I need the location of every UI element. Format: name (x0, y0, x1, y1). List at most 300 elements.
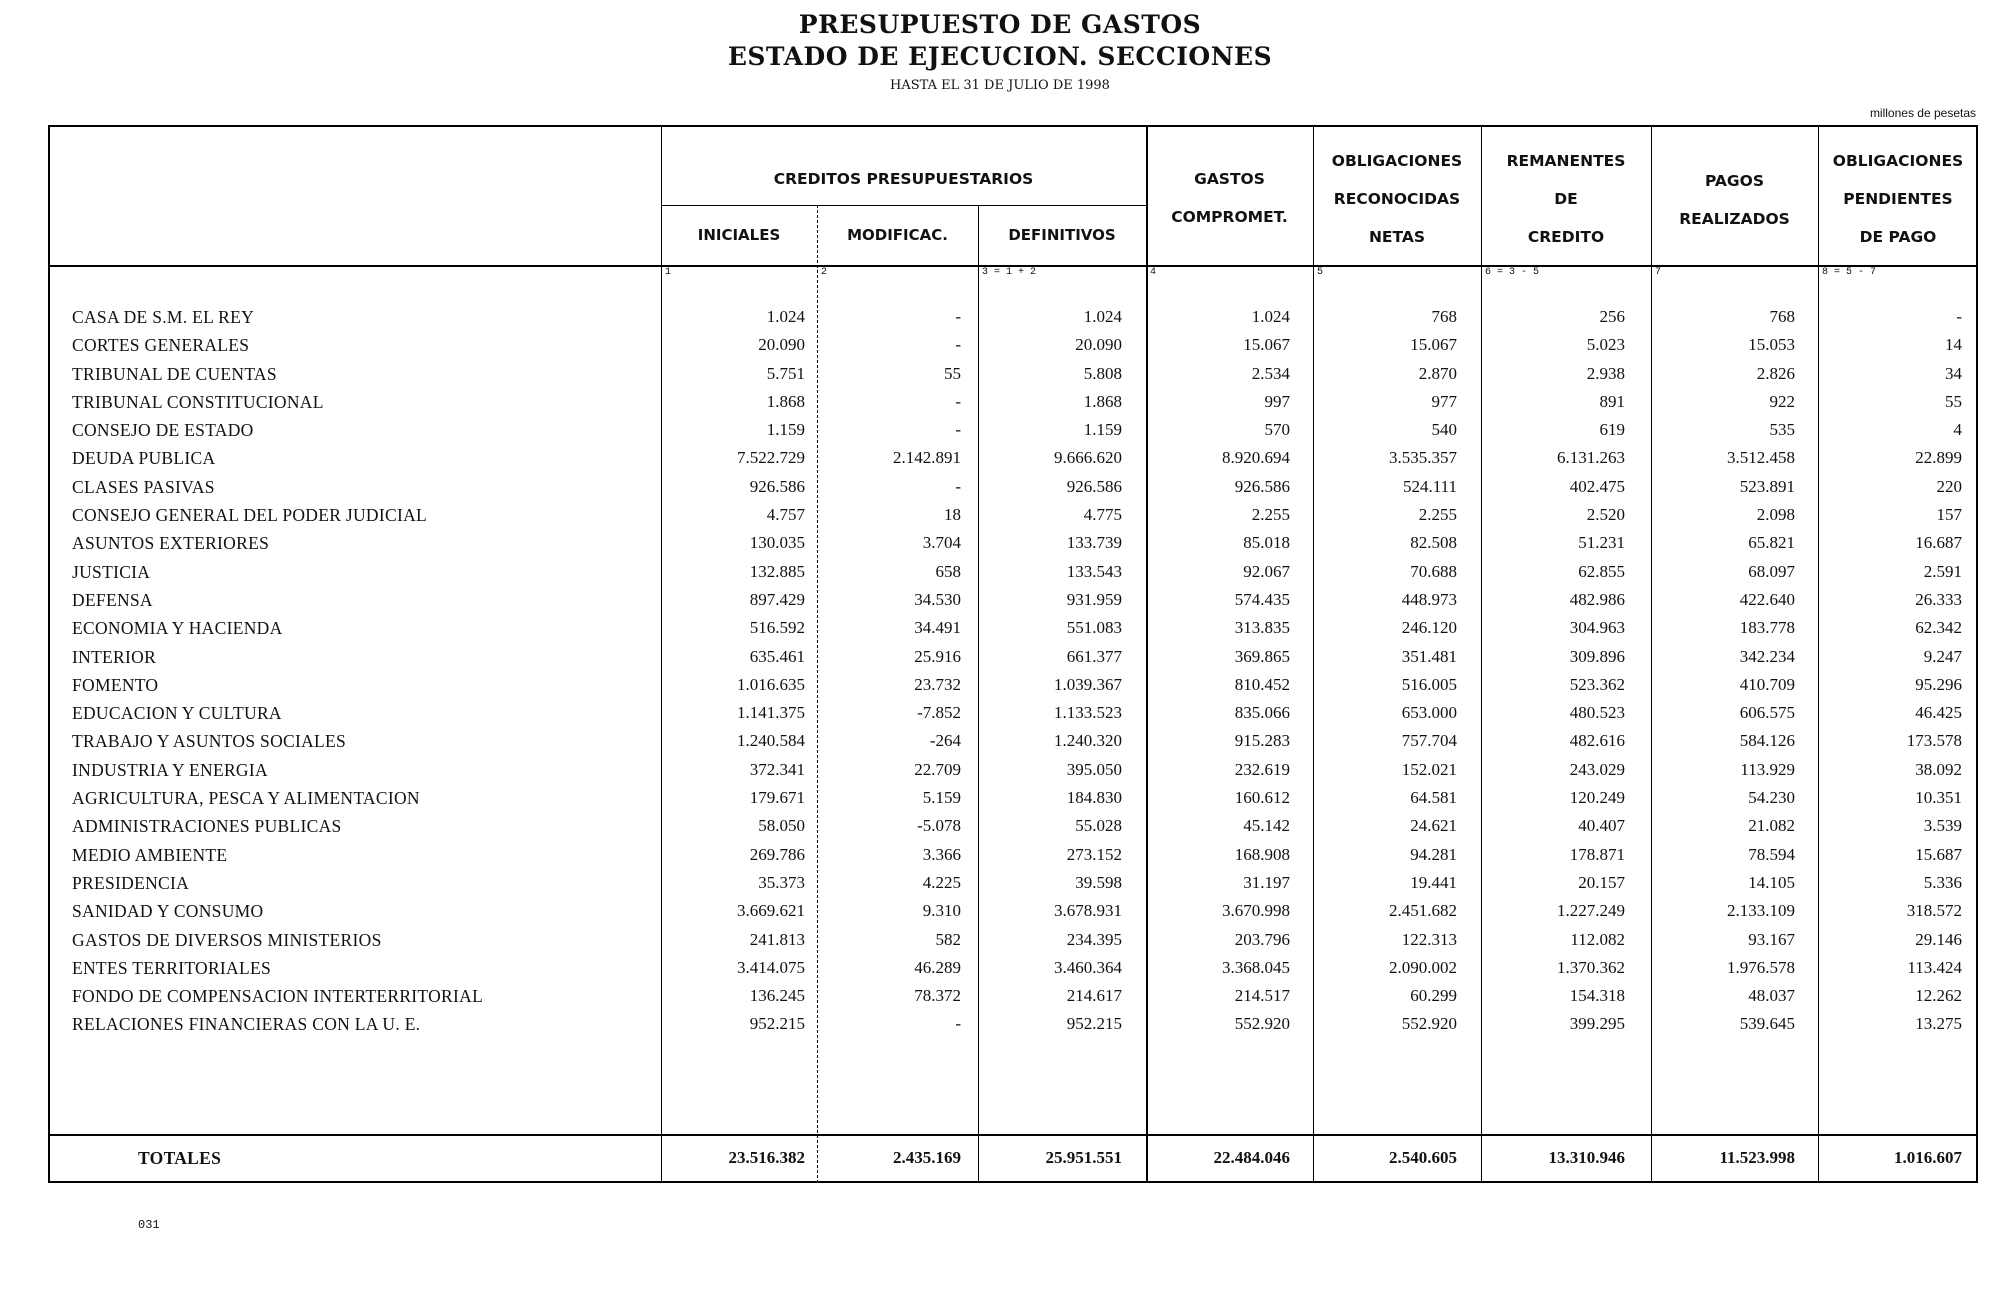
value-cell: 241.813 (749, 929, 805, 949)
value-cell: 23.732 (914, 674, 961, 694)
header-obligaciones-line3: NETAS (1368, 228, 1426, 246)
value-cell: 7.522.729 (737, 448, 805, 468)
section-name: ENTES TERRITORIALES (72, 957, 272, 978)
page-subtitle: ESTADO DE EJECUCION. SECCIONES (727, 42, 1273, 71)
value-cell: 757.704 (1401, 731, 1457, 751)
value-cell: 2.520 (1586, 505, 1625, 525)
table-row (48, 614, 1978, 642)
value-cell: 62.342 (1915, 618, 1962, 638)
value-cell: 1.240.320 (1054, 731, 1122, 751)
value-cell: 93.167 (1748, 929, 1795, 949)
table-body (48, 303, 1978, 1039)
value-cell: 24.621 (1410, 816, 1457, 836)
value-cell: 1.868 (766, 391, 805, 411)
value-cell: 152.021 (1401, 759, 1457, 779)
value-cell: 926.586 (1066, 476, 1122, 496)
table-row (48, 784, 1978, 812)
section-name: DEUDA PUBLICA (72, 448, 216, 469)
value-cell: 523.362 (1569, 674, 1625, 694)
column-number: 1 (665, 267, 672, 278)
value-cell: 1.159 (766, 420, 805, 440)
value-cell: 29.146 (1915, 929, 1962, 949)
value-cell: 931.959 (1066, 589, 1122, 609)
value-cell: 34 (1945, 363, 1962, 383)
value-cell: 309.896 (1569, 646, 1625, 666)
value-cell: 13.275 (1915, 1014, 1962, 1034)
value-cell: 3.669.621 (737, 901, 805, 921)
value-cell: 482.986 (1569, 589, 1625, 609)
header-pagos-line1: PAGOS (1705, 172, 1764, 190)
value-cell: 516.592 (749, 618, 805, 638)
totals-label: TOTALES (138, 1148, 222, 1168)
table-row (48, 954, 1978, 982)
report-date: HASTA EL 31 DE JULIO DE 1998 (890, 78, 1110, 93)
value-cell: 3.368.045 (1222, 957, 1290, 977)
value-cell: 1.039.367 (1054, 674, 1122, 694)
value-cell: 926.586 (749, 476, 805, 496)
value-cell: 516.005 (1401, 674, 1457, 694)
value-cell: 214.517 (1234, 986, 1290, 1006)
value-cell: -264 (929, 731, 961, 751)
value-cell: 246.120 (1401, 618, 1457, 638)
value-cell: 55.028 (1075, 816, 1122, 836)
table-row (48, 897, 1978, 925)
header-remanentes-line3: CREDITO (1527, 228, 1605, 246)
value-cell: - (1956, 307, 1962, 326)
value-cell: 9.247 (1923, 646, 1962, 666)
value-cell: 2.540.605 (1389, 1148, 1457, 1167)
value-cell: 179.671 (749, 788, 805, 808)
value-cell: 18 (944, 505, 961, 525)
value-cell: 31.197 (1243, 872, 1290, 892)
value-cell: 619 (1599, 420, 1625, 440)
value-cell: 256 (1599, 307, 1625, 326)
value-cell: 1.159 (1083, 420, 1122, 440)
totals-cells (48, 1135, 1978, 1181)
value-cell: 5.159 (922, 788, 961, 808)
value-cell: 2.451.682 (1389, 901, 1457, 921)
value-cell: 234.395 (1066, 929, 1122, 949)
value-cell: 78.372 (914, 986, 961, 1006)
value-cell: 11.523.998 (1719, 1148, 1795, 1167)
value-cell: 4.225 (922, 872, 961, 892)
value-cell: 535 (1769, 420, 1795, 440)
value-cell: 810.452 (1234, 674, 1290, 694)
value-cell: 2.591 (1923, 561, 1962, 581)
section-name: SANIDAD Y CONSUMO (72, 901, 264, 922)
value-cell: 372.341 (749, 759, 805, 779)
section-name: CORTES GENERALES (72, 335, 250, 356)
header-remanentes-line1: REMANENTES (1506, 152, 1626, 170)
value-cell: 661.377 (1066, 646, 1122, 666)
value-cell: - (955, 476, 961, 496)
value-cell: 62.855 (1578, 561, 1625, 581)
value-cell: 570 (1264, 420, 1290, 440)
value-cell: 40.407 (1578, 816, 1625, 836)
value-cell: 422.640 (1739, 589, 1795, 609)
table-row (48, 331, 1978, 359)
value-cell: 551.083 (1066, 618, 1122, 638)
value-cell: 132.885 (749, 561, 805, 581)
header-gastos-line2: COMPROMET. (1171, 208, 1288, 226)
page-footnote: 031 (138, 1218, 160, 1232)
table-row (48, 841, 1978, 869)
value-cell: 4 (1953, 420, 1962, 440)
value-cell: 45.142 (1243, 816, 1290, 836)
value-cell: 448.973 (1401, 589, 1457, 609)
value-cell: 157 (1936, 505, 1962, 525)
section-name: TRABAJO Y ASUNTOS SOCIALES (72, 731, 347, 752)
column-number: 8 = 5 - 7 (1822, 267, 1877, 278)
table-row (48, 444, 1978, 472)
value-cell: 136.245 (749, 986, 805, 1006)
value-cell: 19.441 (1410, 872, 1457, 892)
section-name: TRIBUNAL CONSTITUCIONAL (72, 391, 324, 412)
value-cell: 15.067 (1243, 335, 1290, 355)
value-cell: 23.516.382 (728, 1148, 805, 1167)
section-name: DEFENSA (72, 589, 153, 610)
value-cell: 1.024 (766, 307, 805, 326)
column-number: 4 (1150, 267, 1157, 278)
value-cell: 2.435.169 (893, 1148, 961, 1167)
value-cell: 38.092 (1915, 759, 1962, 779)
value-cell: 3.678.931 (1054, 901, 1122, 921)
table-row (48, 756, 1978, 784)
table-row (48, 529, 1978, 557)
header-creditos-presupuestarios: CREDITOS PRESUPUESTARIOS (773, 170, 1034, 188)
value-cell: 55 (944, 363, 961, 383)
value-cell: 4.775 (1083, 505, 1122, 525)
value-cell: 39.598 (1075, 872, 1122, 892)
value-cell: 395.050 (1066, 759, 1122, 779)
header-iniciales: INICIALES (697, 226, 781, 244)
value-cell: 1.976.578 (1727, 957, 1795, 977)
table-row (48, 501, 1978, 529)
value-cell: 78.594 (1748, 844, 1795, 864)
value-cell: 1.227.249 (1557, 901, 1625, 921)
value-cell: 243.029 (1569, 759, 1625, 779)
value-cell: 1.370.362 (1557, 957, 1625, 977)
value-cell: 122.313 (1401, 929, 1457, 949)
section-name: PRESIDENCIA (72, 872, 190, 893)
value-cell: 64.581 (1410, 788, 1457, 808)
value-cell: 22.709 (914, 759, 961, 779)
value-cell: 22.484.046 (1213, 1148, 1290, 1167)
value-cell: 22.899 (1915, 448, 1962, 468)
value-cell: 5.808 (1083, 363, 1122, 383)
value-cell: 304.963 (1569, 618, 1625, 638)
units-label: millones de pesetas (1869, 106, 1976, 120)
value-cell: 926.586 (1234, 476, 1290, 496)
column-number: 7 (1655, 267, 1662, 278)
section-name: CONSEJO DE ESTADO (72, 420, 254, 441)
value-cell: 220 (1936, 476, 1962, 496)
value-cell: 35.373 (758, 872, 805, 892)
section-name: FOMENTO (72, 674, 159, 695)
value-cell: 46.289 (914, 957, 961, 977)
value-cell: 25.916 (914, 646, 961, 666)
value-cell: 15.067 (1410, 335, 1457, 355)
value-cell: 399.295 (1569, 1014, 1625, 1034)
value-cell: 552.920 (1234, 1014, 1290, 1034)
section-name: ECONOMIA Y HACIENDA (72, 618, 283, 639)
value-cell: 582 (935, 929, 961, 949)
value-cell: 65.821 (1748, 533, 1795, 553)
value-cell: 34.530 (914, 589, 961, 609)
value-cell: 92.067 (1243, 561, 1290, 581)
value-cell: 20.090 (758, 335, 805, 355)
section-name: CASA DE S.M. EL REY (72, 307, 255, 327)
value-cell: 168.908 (1234, 844, 1290, 864)
value-cell: 922 (1769, 391, 1795, 411)
value-cell: - (955, 391, 961, 411)
value-cell: 2.826 (1756, 363, 1795, 383)
header-pendientes-line1: OBLIGACIONES (1832, 152, 1964, 170)
value-cell: 183.778 (1739, 618, 1795, 638)
header-pagos-line2: REALIZADOS (1679, 210, 1790, 228)
value-cell: 835.066 (1234, 703, 1290, 723)
value-cell: 21.082 (1748, 816, 1795, 836)
value-cell: - (955, 307, 961, 326)
value-cell: - (955, 420, 961, 440)
value-cell: 48.037 (1748, 986, 1795, 1006)
value-cell: 369.865 (1234, 646, 1290, 666)
section-name: GASTOS DE DIVERSOS MINISTERIOS (72, 929, 382, 950)
section-name: INTERIOR (72, 646, 157, 667)
value-cell: 915.283 (1234, 731, 1290, 751)
header-pendientes-line3: DE PAGO (1859, 228, 1937, 246)
value-cell: 4.757 (766, 505, 805, 525)
value-cell: 3.535.357 (1389, 448, 1457, 468)
value-cell: 410.709 (1739, 674, 1795, 694)
value-cell: 14 (1945, 335, 1962, 355)
table-row (48, 727, 1978, 755)
value-cell: 2.133.109 (1727, 901, 1795, 921)
value-cell: 1.016.607 (1894, 1148, 1962, 1167)
value-cell: 897.429 (749, 589, 805, 609)
value-cell: 20.090 (1075, 335, 1122, 355)
value-cell: 768 (1769, 307, 1795, 326)
value-cell: 3.366 (922, 844, 961, 864)
column-number: 2 (821, 267, 828, 278)
column-number: 3 = 1 + 2 (982, 267, 1037, 278)
value-cell: 112.082 (1570, 929, 1625, 949)
value-cell: 154.318 (1569, 986, 1625, 1006)
value-cell: 1.024 (1083, 307, 1122, 326)
header-modificac: MODIFICAC. (847, 226, 948, 244)
value-cell: 3.670.998 (1222, 901, 1290, 921)
value-cell: 1.024 (1251, 307, 1290, 326)
section-name: INDUSTRIA Y ENERGIA (72, 759, 268, 780)
value-cell: 55 (1945, 391, 1962, 411)
value-cell: -5.078 (917, 816, 961, 836)
value-cell: 12.262 (1915, 986, 1962, 1006)
value-cell: 5.751 (766, 363, 805, 383)
section-name: FONDO DE COMPENSACION INTERTERRITORIAL (72, 986, 484, 1007)
header-obligaciones-line1: OBLIGACIONES (1331, 152, 1463, 170)
value-cell: 574.435 (1234, 589, 1290, 609)
section-name: TRIBUNAL DE CUENTAS (72, 363, 277, 384)
value-cell: 2.870 (1418, 363, 1457, 383)
value-cell: 2.098 (1756, 505, 1795, 525)
value-cell: 351.481 (1401, 646, 1457, 666)
value-cell: 113.929 (1740, 759, 1795, 779)
value-cell: - (955, 335, 961, 355)
value-cell: 60.299 (1410, 986, 1457, 1006)
value-cell: 6.131.263 (1557, 448, 1625, 468)
page-title: PRESUPUESTO DE GASTOS (798, 10, 1202, 39)
section-name: MEDIO AMBIENTE (72, 844, 228, 865)
value-cell: 25.951.551 (1045, 1148, 1122, 1167)
header-remanentes-line2: DE (1554, 190, 1578, 208)
value-cell: 768 (1431, 307, 1457, 326)
value-cell: 3.704 (922, 533, 961, 553)
value-cell: 952.215 (749, 1014, 805, 1034)
value-cell: 13.310.946 (1548, 1148, 1625, 1167)
value-cell: 3.414.075 (737, 957, 805, 977)
value-cell: 9.666.620 (1054, 448, 1122, 468)
value-cell: -7.852 (917, 703, 961, 723)
value-cell: 1.868 (1083, 391, 1122, 411)
section-name: JUSTICIA (72, 561, 151, 582)
value-cell: 1.133.523 (1054, 703, 1122, 723)
value-cell: 273.152 (1066, 844, 1122, 864)
value-cell: 14.105 (1748, 872, 1795, 892)
value-cell: 635.461 (749, 646, 805, 666)
table-row (48, 671, 1978, 699)
value-cell: 482.616 (1569, 731, 1625, 751)
value-cell: 8.920.694 (1222, 448, 1290, 468)
value-cell: 232.619 (1234, 759, 1290, 779)
value-cell: 160.612 (1234, 788, 1290, 808)
value-cell: 977 (1431, 391, 1457, 411)
value-cell: 133.543 (1066, 561, 1122, 581)
value-cell: 16.687 (1915, 533, 1962, 553)
table-row (48, 558, 1978, 586)
column-number: 5 (1317, 267, 1324, 278)
value-cell: 318.572 (1906, 901, 1962, 921)
value-cell: 342.234 (1739, 646, 1795, 666)
value-cell: 85.018 (1243, 533, 1290, 553)
header-definitivos: DEFINITIVOS (1008, 226, 1116, 244)
table-row (48, 416, 1978, 444)
value-cell: 402.475 (1569, 476, 1625, 496)
value-cell: 26.333 (1915, 589, 1962, 609)
value-cell: 3.460.364 (1054, 957, 1122, 977)
value-cell: 94.281 (1410, 844, 1457, 864)
table-row (48, 360, 1978, 388)
value-cell: 173.578 (1906, 731, 1962, 751)
section-name: ADMINISTRACIONES PUBLICAS (72, 816, 342, 837)
header-obligaciones-line2: RECONOCIDAS (1333, 190, 1461, 208)
value-cell: 70.688 (1410, 561, 1457, 581)
value-cell: 2.255 (1251, 505, 1290, 525)
section-name: RELACIONES FINANCIERAS CON LA U. E. (72, 1014, 421, 1035)
value-cell: 1.016.635 (737, 674, 805, 694)
value-cell: 15.687 (1915, 844, 1962, 864)
value-cell: 3.539 (1923, 816, 1962, 836)
table-row (48, 303, 1978, 331)
value-cell: 54.230 (1748, 788, 1795, 808)
value-cell: 269.786 (749, 844, 805, 864)
value-cell: 82.508 (1410, 533, 1457, 553)
value-cell: 997 (1264, 391, 1290, 411)
value-cell: 313.835 (1234, 618, 1290, 638)
value-cell: 184.830 (1066, 788, 1122, 808)
table-row (48, 699, 1978, 727)
value-cell: 2.938 (1586, 363, 1625, 383)
value-cell: 58.050 (758, 816, 805, 836)
value-cell: 46.425 (1915, 703, 1962, 723)
header-pendientes-line2: PENDIENTES (1843, 190, 1953, 208)
table-row (48, 869, 1978, 897)
column-number: 6 = 3 - 5 (1485, 267, 1540, 278)
value-cell: 51.231 (1578, 533, 1625, 553)
value-cell: 9.310 (922, 901, 961, 921)
table-row (48, 812, 1978, 840)
value-cell: 95.296 (1915, 674, 1962, 694)
value-cell: 214.617 (1066, 986, 1122, 1006)
section-name: AGRICULTURA, PESCA Y ALIMENTACION (72, 788, 420, 809)
value-cell: 653.000 (1401, 703, 1457, 723)
value-cell: 539.645 (1739, 1014, 1795, 1034)
table-row (48, 1010, 1978, 1038)
value-cell: 3.512.458 (1727, 448, 1795, 468)
value-cell: 540 (1431, 420, 1457, 440)
value-cell: - (955, 1014, 961, 1034)
table-row (48, 926, 1978, 954)
table-row (48, 643, 1978, 671)
section-name: EDUCACION Y CULTURA (72, 703, 282, 724)
header-gastos-line1: GASTOS (1194, 170, 1265, 188)
value-cell: 113.424 (1907, 957, 1962, 977)
table-row (48, 586, 1978, 614)
value-cell: 552.920 (1401, 1014, 1457, 1034)
value-cell: 203.796 (1234, 929, 1290, 949)
value-cell: 606.575 (1739, 703, 1795, 723)
value-cell: 15.053 (1748, 335, 1795, 355)
value-cell: 178.871 (1569, 844, 1625, 864)
value-cell: 34.491 (914, 618, 961, 638)
table-row (48, 388, 1978, 416)
table-row (48, 982, 1978, 1010)
value-cell: 130.035 (749, 533, 805, 553)
value-cell: 524.111 (1403, 476, 1457, 496)
value-cell: 891 (1599, 391, 1625, 411)
value-cell: 2.142.891 (893, 448, 961, 468)
value-cell: 5.336 (1923, 872, 1962, 892)
value-cell: 523.891 (1739, 476, 1795, 496)
table-row (48, 473, 1978, 501)
section-name: CLASES PASIVAS (72, 476, 215, 497)
value-cell: 68.097 (1748, 561, 1795, 581)
section-name: CONSEJO GENERAL DEL PODER JUDICIAL (72, 505, 428, 526)
value-cell: 20.157 (1578, 872, 1625, 892)
totals-row (48, 1135, 1978, 1181)
value-cell: 480.523 (1569, 703, 1625, 723)
value-cell: 584.126 (1739, 731, 1795, 751)
value-cell: 2.255 (1418, 505, 1457, 525)
value-cell: 120.249 (1569, 788, 1625, 808)
section-name: ASUNTOS EXTERIORES (72, 533, 270, 554)
value-cell: 2.090.002 (1389, 957, 1457, 977)
value-cell: 2.534 (1251, 363, 1290, 383)
value-cell: 1.141.375 (737, 703, 805, 723)
value-cell: 658 (935, 561, 961, 581)
value-cell: 10.351 (1915, 788, 1962, 808)
value-cell: 5.023 (1586, 335, 1625, 355)
value-cell: 952.215 (1066, 1014, 1122, 1034)
